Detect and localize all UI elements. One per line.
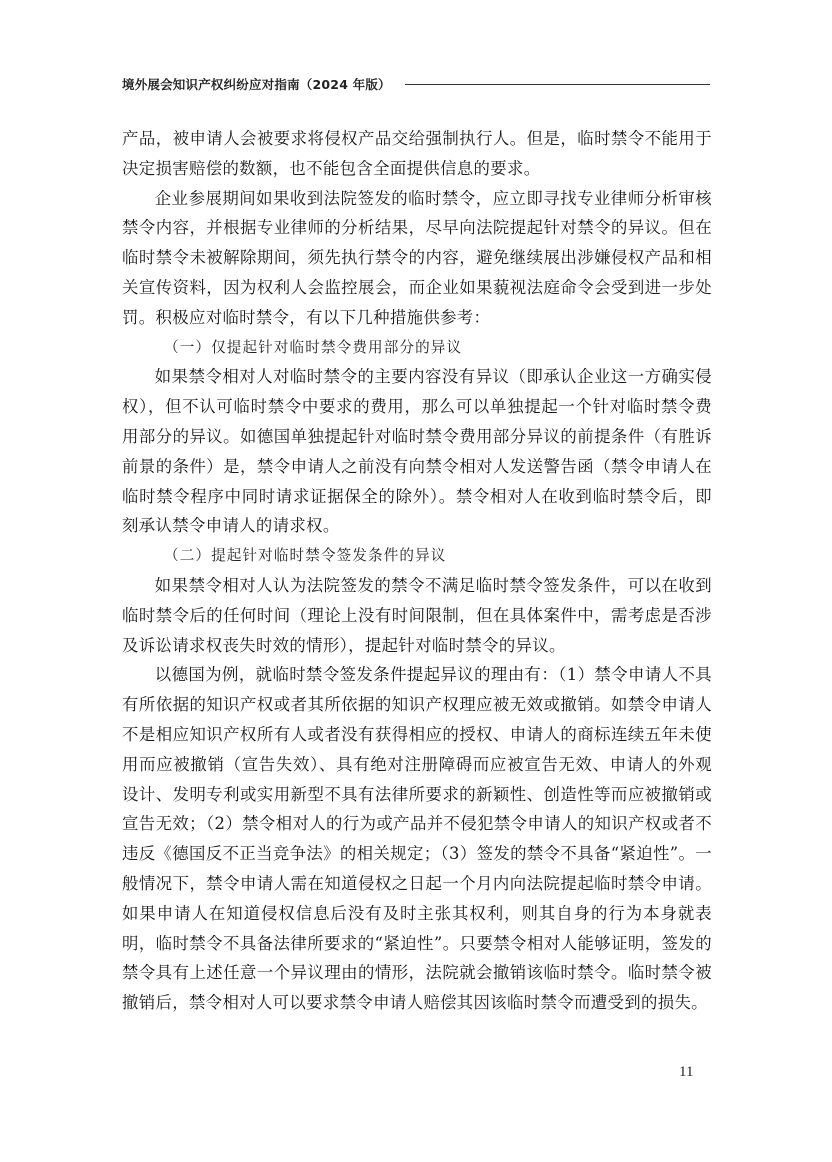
running-header	[122, 74, 710, 94]
section-heading-1: （一）仅提起针对临时禁令费用部分的异议	[164, 338, 463, 356]
section-heading-2: （二）提起针对临时禁令签发条件的异议	[164, 547, 447, 565]
paragraph-germany-example: 以德国为例，就临时禁令签发条件提起异议的理由有：（1）禁令申请人不具有所依据的知识产权或者其所依据的知识产权理应被无效或撤销。如禁令申请人不是相应知识产权所有人或者没有获得相应的授权、申请人的商标连续五年未使用而应被撤销（宣告失效）、具有绝对注册障碍而应被宣告无效、申请人的外观设计、发明专利或实用新型不具有法律所要求的新颖性、创造性等而应被撤销或宣告无效；（2）禁令相对人的行为或产品并不侵犯禁令申请人的知识产权或者不违反《德国反不正当竞争法》的相关规定；（3）签发的禁令不具备“紧迫性”。一般情况下，禁令申请人需在知道侵权之日起一个月内向法院提起临时禁令申请。如果申请人在知道侵权信息后没有及时主张其权利，则其自身的行为本身就表明，临时禁令不具备法律所要求的“紧迫性”。只要禁令相对人能够证明，签发的禁令具有上述任意一个异议理由的情形，法院就会撤销该临时禁令。临时禁令被撤销后，禁令相对人可以要求禁令申请人赔偿其因该临时禁令而遭受到的损失。	[122, 665, 712, 1013]
paragraph-condition-objection: 如果禁令相对人认为法院签发的禁令不满足临时禁令签发条件，可以在收到临时禁令后的任何时间（理论上没有时间限制，但在具体案件中，需考虑是否涉及诉讼请求权丧失时效的情形），提起针对临时禁令的异议。	[122, 575, 712, 655]
header-rule	[405, 84, 710, 85]
paragraph-cost-objection: 如果禁令相对人对临时禁令的主要内容没有异议（即承认企业这一方确实侵权），但不认可临时禁令中要求的费用，那么可以单独提起一个针对临时禁令费用部分的异议。如德国单独提起针对临时禁令费用部分异议的前提条件（有胜诉前景的条件）是，禁令申请人之前没有向禁令相对人发送警告函（禁令申请人在临时禁令程序中同时请求证据保全的除外）。禁令相对人在收到临时禁令后，即刻承认禁令申请人的请求权。	[122, 367, 712, 536]
paragraph-exhibition-injunction: 企业参展期间如果收到法院签发的临时禁令，应立即寻找专业律师分析审核禁令内容，并根据专业律师的分析结果，尽早向法院提起针对禁令的异议。但在临时禁令未被解除期间，须先执行禁令的内容，避免继续展出涉嫌侵权产品和相关宣传资料，因为权利人会监控展会，而企业如果藐视法庭命令会受到进一步处罚。积极应对临时禁令，有以下几种措施供参考：	[122, 188, 712, 327]
document-title: 境外展会知识产权纠纷应对指南（2024 年版）	[122, 77, 391, 92]
paragraph-continuation: 产品，被申请人会被要求将侵权产品交给强制执行人。但是，临时禁令不能用于决定损害赔偿的数额，也不能包含全面提供信息的要求。	[122, 129, 712, 178]
page-body	[122, 124, 712, 1018]
page-number: 11	[679, 1064, 694, 1080]
